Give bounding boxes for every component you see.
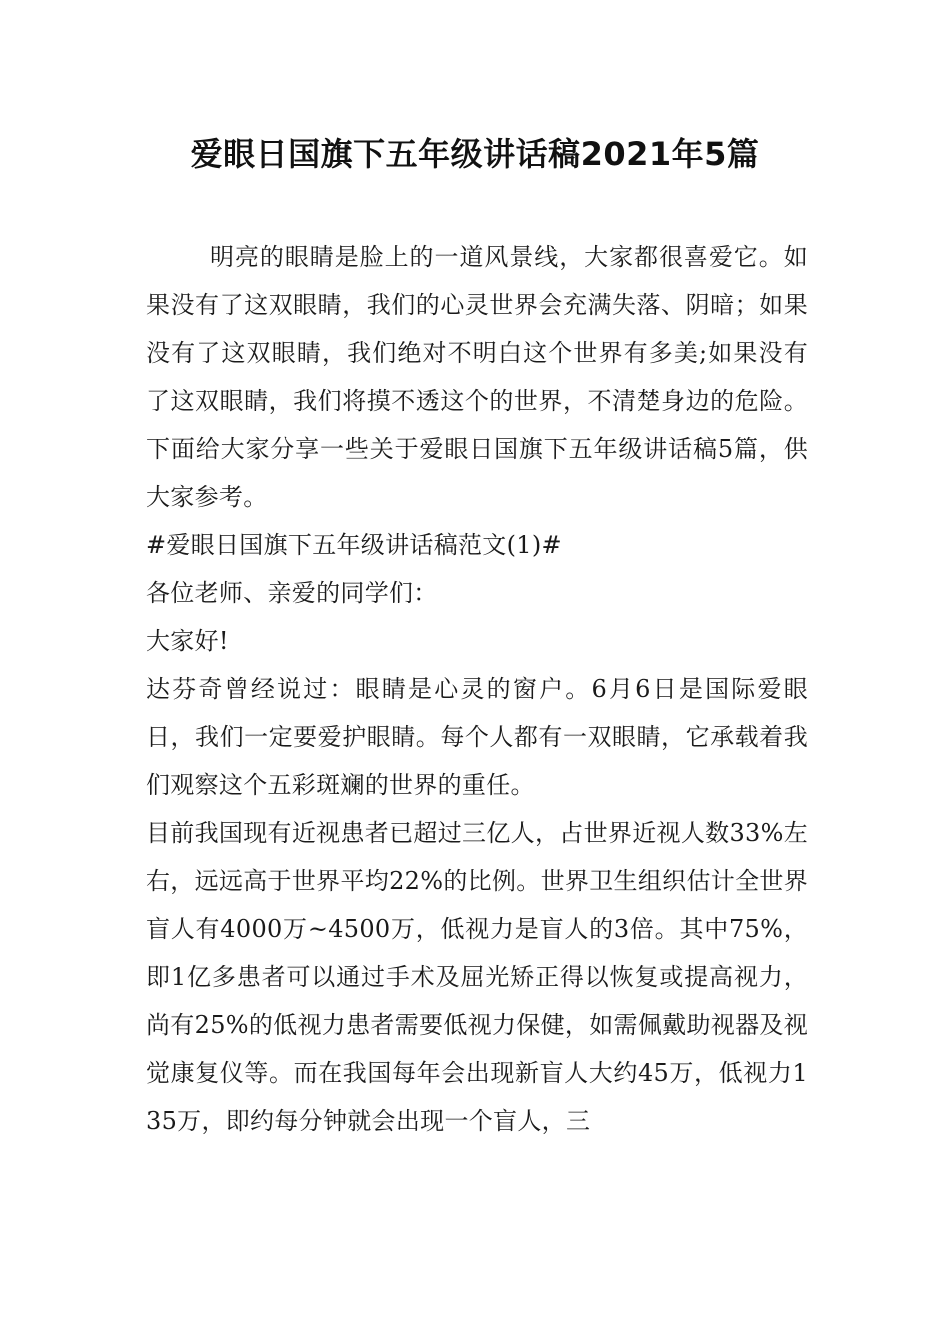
section-heading: #爱眼日国旗下五年级讲话稿范文(1)#: [146, 531, 562, 559]
intro-paragraph: 明亮的眼睛是脸上的一道风景线，大家都很喜爱它。如果没有了这双眼睛，我们的心灵世界会充满失落、阴暗；如果没有了这双眼睛，我们绝对不明白这个世界有多美;如果没有了这双眼睛，我们将摸不透这个的世界，不清楚身边的危险。下面给大家分享一些关于爱眼日国旗下五年级讲话稿5篇，供大家参考。: [146, 243, 808, 511]
document-title: 爱眼日国旗下五年级讲话稿2021年5篇: [190, 135, 760, 173]
greeting: 大家好!: [146, 627, 229, 655]
body-paragraph: 目前我国现有近视患者已超过三亿人，占世界近视人数33%左右，远远高于世界平均22%的比例。世界卫生组织估计全世界盲人有4000万~4500万，低视力是盲人的3倍。其中75%，即1亿多患者可以通过手术及屈光矫正得以恢复或提高视力，尚有25%的低视力患者需要低视力保健，如需佩戴助视器及视觉康复仪等。而在我国每年会出现新盲人大约45万，低视力135万，即约每分钟就会出现一个盲人，三: [146, 819, 808, 1135]
body-paragraph: 达芬奇曾经说过：眼睛是心灵的窗户。6月6日是国际爱眼日，我们一定要爱护眼睛。每个人都有一双眼睛，它承载着我们观察这个五彩斑斓的世界的重任。: [146, 675, 808, 799]
salutation: 各位老师、亲爱的同学们：: [146, 579, 438, 607]
document-body: [146, 233, 808, 1145]
